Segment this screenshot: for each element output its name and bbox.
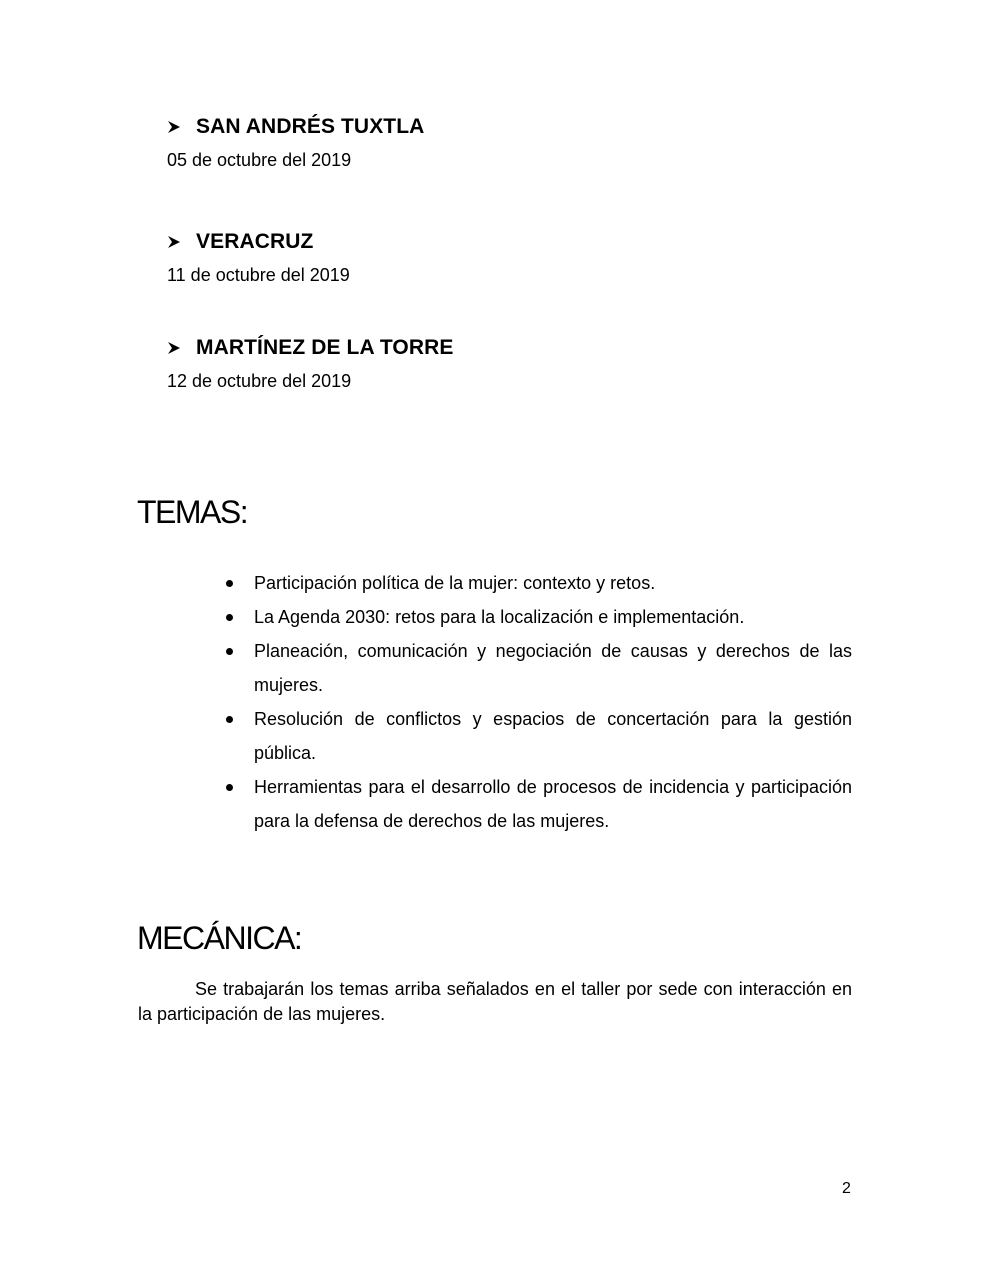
venue-heading [167,112,424,142]
venue-date: 11 de octubre del 2019 [167,265,350,285]
topics-list [222,566,852,838]
venue-date: 05 de octubre del 2019 [167,150,352,170]
list-item [222,600,852,634]
list-item-text: Participación política de la mujer: contexto y retos. [254,573,656,593]
list-item [222,634,852,702]
page-number: 2 [842,1180,851,1197]
mechanics-heading: MECÁNICA: [137,920,302,956]
arrowhead-bullet-icon [167,120,181,134]
venue-entry [167,227,350,286]
list-item-text: Resolución de conflictos y espacios de concertación para la gestión pública. [254,709,852,763]
venue-heading [167,333,454,363]
arrowhead-bullet-icon [167,341,181,355]
list-item [222,566,852,600]
list-item [222,702,852,770]
list-item-text: La Agenda 2030: retos para la localización e implementación. [254,607,745,627]
venue-name: SAN ANDRÉS TUXTLA [196,115,425,138]
venue-date: 12 de octubre del 2019 [167,371,352,391]
venue-entry [167,333,454,392]
disc-bullet-icon [226,784,233,791]
venue-entry [167,112,424,171]
mechanics-paragraph: Se trabajarán los temas arriba señalados en el taller por sede con interacción en la participación de las mujeres. [138,979,852,1024]
venue-name: VERACRUZ [196,230,314,253]
venue-name: MARTÍNEZ DE LA TORRE [196,336,454,359]
list-item-text: Planeación, comunicación y negociación de causas y derechos de las mujeres. [254,641,852,695]
disc-bullet-icon [226,580,233,587]
venue-heading [167,227,350,257]
topics-heading: TEMAS: [137,494,248,530]
list-item [222,770,852,838]
disc-bullet-icon [226,716,233,723]
disc-bullet-icon [226,614,233,621]
disc-bullet-icon [226,648,233,655]
list-item-text: Herramientas para el desarrollo de procesos de incidencia y participación para la defensa de derechos de las mujeres. [254,777,852,831]
arrowhead-bullet-icon [167,235,181,249]
